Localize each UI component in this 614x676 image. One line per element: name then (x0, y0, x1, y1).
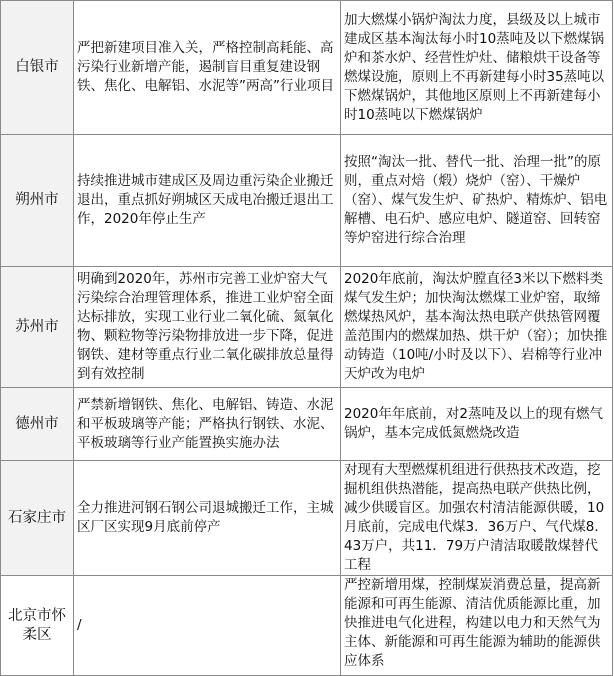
furnace-measure-cell: 2020年年底前，对2蒸吨及以上的现有燃气锅炉，基本完成低氮燃烧改造 (341, 388, 613, 461)
furnace-measure-cell: 对现有大型燃煤机组进行供热技术改造，挖掘机组供热潜能，提高热电联产供热比例，减少供暖盲区。加强农村清洁能源供暖，10月底前，完成电代煤3．36万户、气代煤8．43万户，共11．79万户清洁取暖散煤替代工程 (341, 461, 613, 576)
furnace-measure-cell: 2020年底前，淘汰炉膛直径3米以下燃料类煤气发生炉；加快淘汰燃煤工业炉窑，取缔燃煤热风炉，基本淘汰热电联产供热管网覆盖范围内的燃煤加热、烘干炉（窑）；加快推动铸造（10吨/小时及以下）、岩棉等行业冲天炉改为电炉 (341, 267, 613, 388)
furnace-measure-cell: 加大燃煤小锅炉淘汰力度，县级及以上城市建成区基本淘汰每小时10蒸吨及以下燃煤锅炉和茶水炉、经营性炉灶、储粮烘干设备等燃煤设施，原则上不再新建每小时35蒸吨以下燃煤锅炉，其他地区原则上不再新建每小时10蒸吨以下燃煤锅炉 (341, 1, 613, 135)
industry-policy-cell: / (74, 576, 341, 676)
table-row (1, 267, 613, 388)
industry-policy-cell: 明确到2020年，苏州市完善工业炉窑大气污染综合治理管理体系，推进工业炉窑全面达标排放，实现工业行业二氧化硫、氮氧化物、颗粒物等污染物排放进一步下降，促进钢铁、建材等重点行业二氧化碳排放总量得到有效控制 (74, 267, 341, 388)
city-cell: 白银市 (1, 1, 74, 135)
furnace-measure-cell: 严控新增用煤，控制煤炭消费总量，提高新能源和可再生能源、清洁优质能源比重，加快推进电气化进程，构建以电力和天然气为主体、新能源和可再生能源为辅助的能源供应体系 (341, 576, 613, 676)
table-row (1, 461, 613, 576)
city-cell: 德州市 (1, 388, 74, 461)
city-cell: 北京市怀柔区 (1, 576, 74, 676)
city-cell: 苏州市 (1, 267, 74, 388)
city-cell: 朔州市 (1, 135, 74, 267)
industry-policy-cell: 严把新建项目准入关，严格控制高耗能、高污染行业新增产能，遏制盲目重复建设钢铁、焦化、电解铝、水泥等”两高”行业项目 (74, 1, 341, 135)
table-row (1, 1, 613, 135)
industry-policy-cell: 持续推进城市建成区及周边重污染企业搬迁退出，重点抓好朔城区天成电冶搬迁退出工作，2020年停止生产 (74, 135, 341, 267)
table-row (1, 135, 613, 267)
table-row (1, 576, 613, 676)
industry-policy-cell: 全力推进河钢石钢公司退城搬迁工作，主城区厂区实现9月底前停产 (74, 461, 341, 576)
city-cell: 石家庄市 (1, 461, 74, 576)
industry-policy-cell: 严禁新增钢铁、焦化、电解铝、铸造、水泥和平板玻璃等产能；严格执行钢铁、水泥、平板玻璃等行业产能置换实施办法 (74, 388, 341, 461)
furnace-measure-cell: 按照“淘汰一批、替代一批、治理一批”的原则，重点对焙（煅）烧炉（窑）、干燥炉（窑）、煤气发生炉、矿热炉、精炼炉、铝电解槽、电石炉、感应电炉、隧道窑、回转窑等炉窑进行综合治理 (341, 135, 613, 267)
table-row (1, 388, 613, 461)
